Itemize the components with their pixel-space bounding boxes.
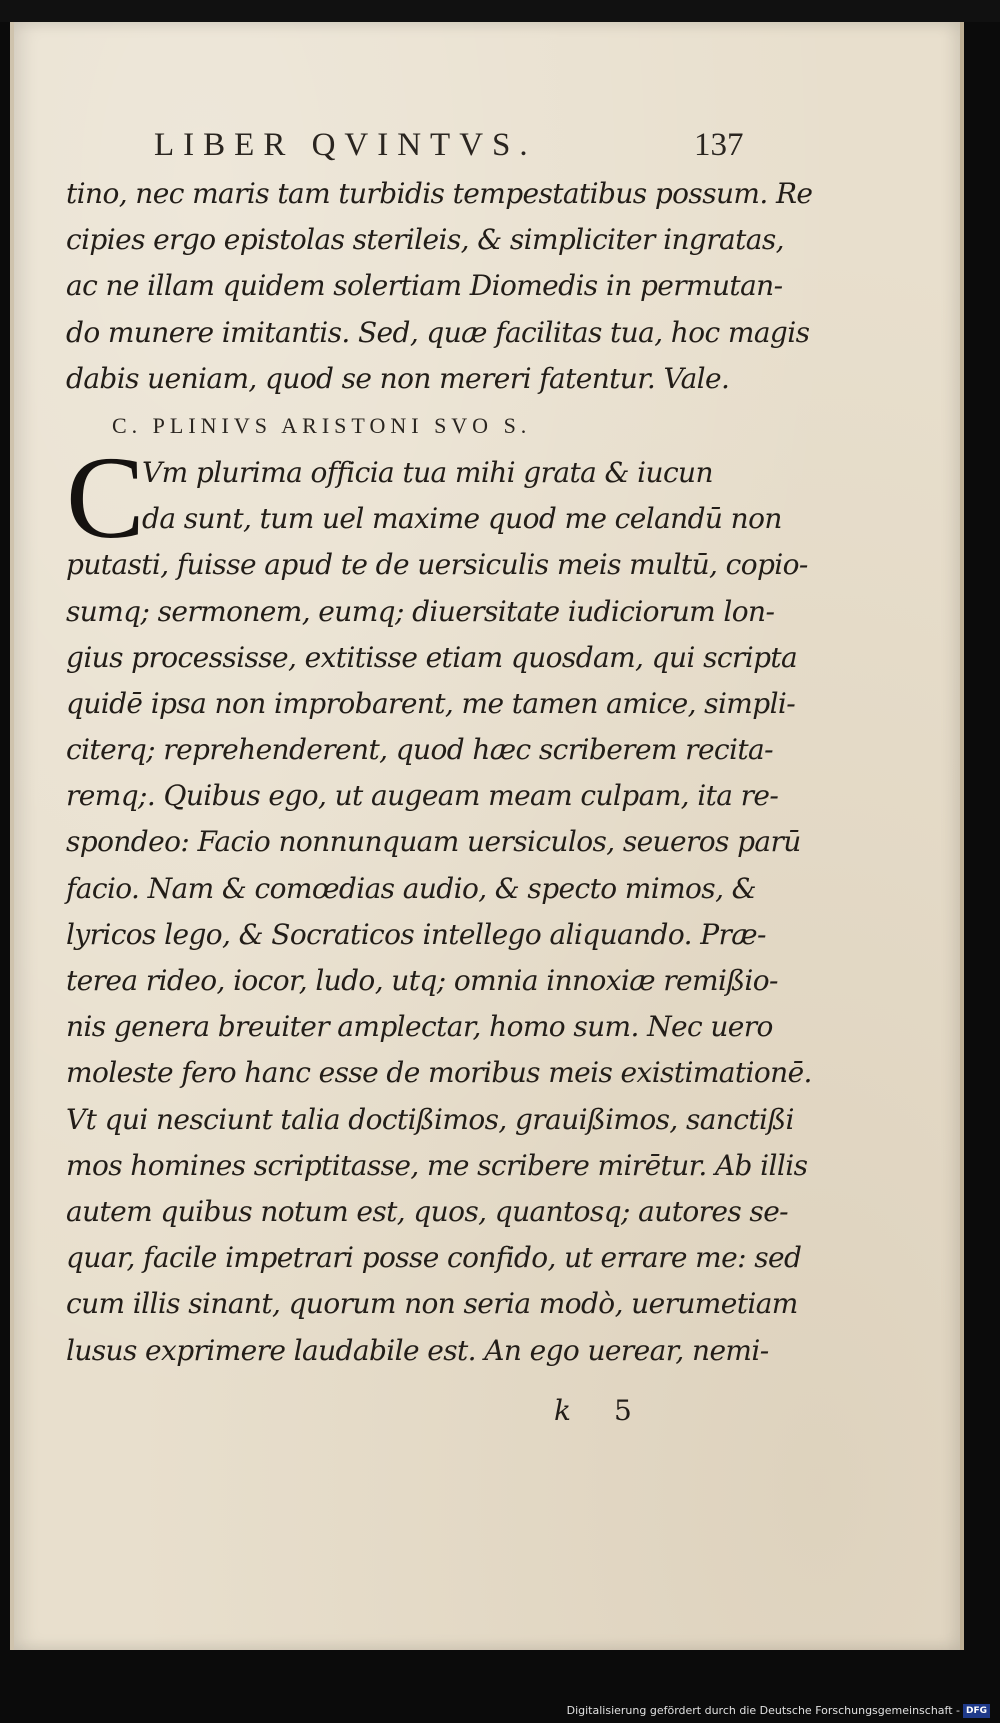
text-line: tino, nec maris tam turbidis tempestatibus possum. Re: [66, 177, 813, 210]
text-line: Vm plurima officia tua mihi grata & iucun: [142, 455, 713, 489]
text-line: terea rideo, iocor, ludo, utq; omnia innoxiæ remißio-: [66, 964, 778, 997]
text-line: spondeo: Facio nonnunquam uersiculos, seueros parū: [66, 825, 801, 859]
running-head: [14, 107, 960, 167]
text-line: quidē ipsa non improbarent, me tamen amice, simpli-: [66, 686, 796, 720]
body-text: [66, 171, 813, 1374]
text-line: do munere imitantis. Sed, quæ facilitas tua, hoc magis: [66, 315, 810, 349]
letter-heading: C. PLINIVS ARISTONI SVO S.: [112, 412, 532, 438]
page-edge: [960, 22, 964, 1650]
signature-mark: k: [554, 1394, 571, 1427]
text-line: cum illis sinant, quorum non seria modò, uerumetiam: [66, 1287, 798, 1321]
dfg-logo-icon: DFG: [963, 1704, 990, 1718]
text-line: ac ne illam quidem solertiam Diomedis in permutan-: [66, 269, 783, 303]
text-line: dabis ueniam, quod se non mereri fatentur. Vale.: [66, 361, 730, 395]
top-dark-border: [0, 0, 1000, 22]
text-line: facio. Nam & comœdias audio, & specto mimos, &: [66, 871, 756, 905]
text-line: nis genera breuiter amplectar, homo sum. Nec uero: [66, 1010, 773, 1044]
letter-body: [66, 431, 812, 1374]
text-line: moleste fero hanc esse de moribus meis existimationē.: [66, 1056, 812, 1090]
page-number: 137: [694, 127, 744, 163]
text-line: autem quibus notum est, quos, quantosq; autores se-: [66, 1194, 789, 1228]
text-line: lusus exprimere laudabile est. An ego uerear, nemi-: [66, 1333, 769, 1367]
text-line: Vt qui nesciunt talia doctißimos, grauißimos, sanctißi: [66, 1102, 794, 1136]
text-line: mos homines scriptitasse, me scribere mirētur. Ab illis: [66, 1148, 808, 1182]
footer-bar: [0, 1650, 1000, 1723]
signature-number: 5: [614, 1394, 632, 1427]
text-line: cipies ergo epistolas sterileis, & simpliciter ingratas,: [66, 223, 784, 257]
text-line: gius processisse, extitisse etiam quosdam, qui scripta: [66, 640, 798, 674]
text-line: putasti, fuisse apud te de uersiculis meis multū, copio-: [66, 548, 808, 582]
book-page: [10, 22, 960, 1650]
text-line: quar, facile impetrari posse confido, ut errare me: sed: [66, 1241, 802, 1275]
text-line: sumq; sermonem, eumq; diuersitate iudiciorum lon-: [66, 594, 775, 628]
text-line: citerq; reprehenderent, quod hæc scriberem recita-: [66, 733, 773, 767]
running-head-title: LIBER QVINTVS.: [154, 127, 537, 163]
text-line: da sunt, tum uel maxime quod me celandū non: [142, 502, 782, 536]
text-line: remq;. Quibus ego, ut augeam meam culpam, ita re-: [66, 779, 779, 813]
funding-credit: Digitalisierung gefördert durch die Deutsche Forschungsgemeinschaft -: [566, 1704, 960, 1717]
drop-cap-initial: C: [66, 431, 145, 563]
text-line: lyricos lego, & Socraticos intellego aliquando. Præ-: [66, 917, 766, 951]
